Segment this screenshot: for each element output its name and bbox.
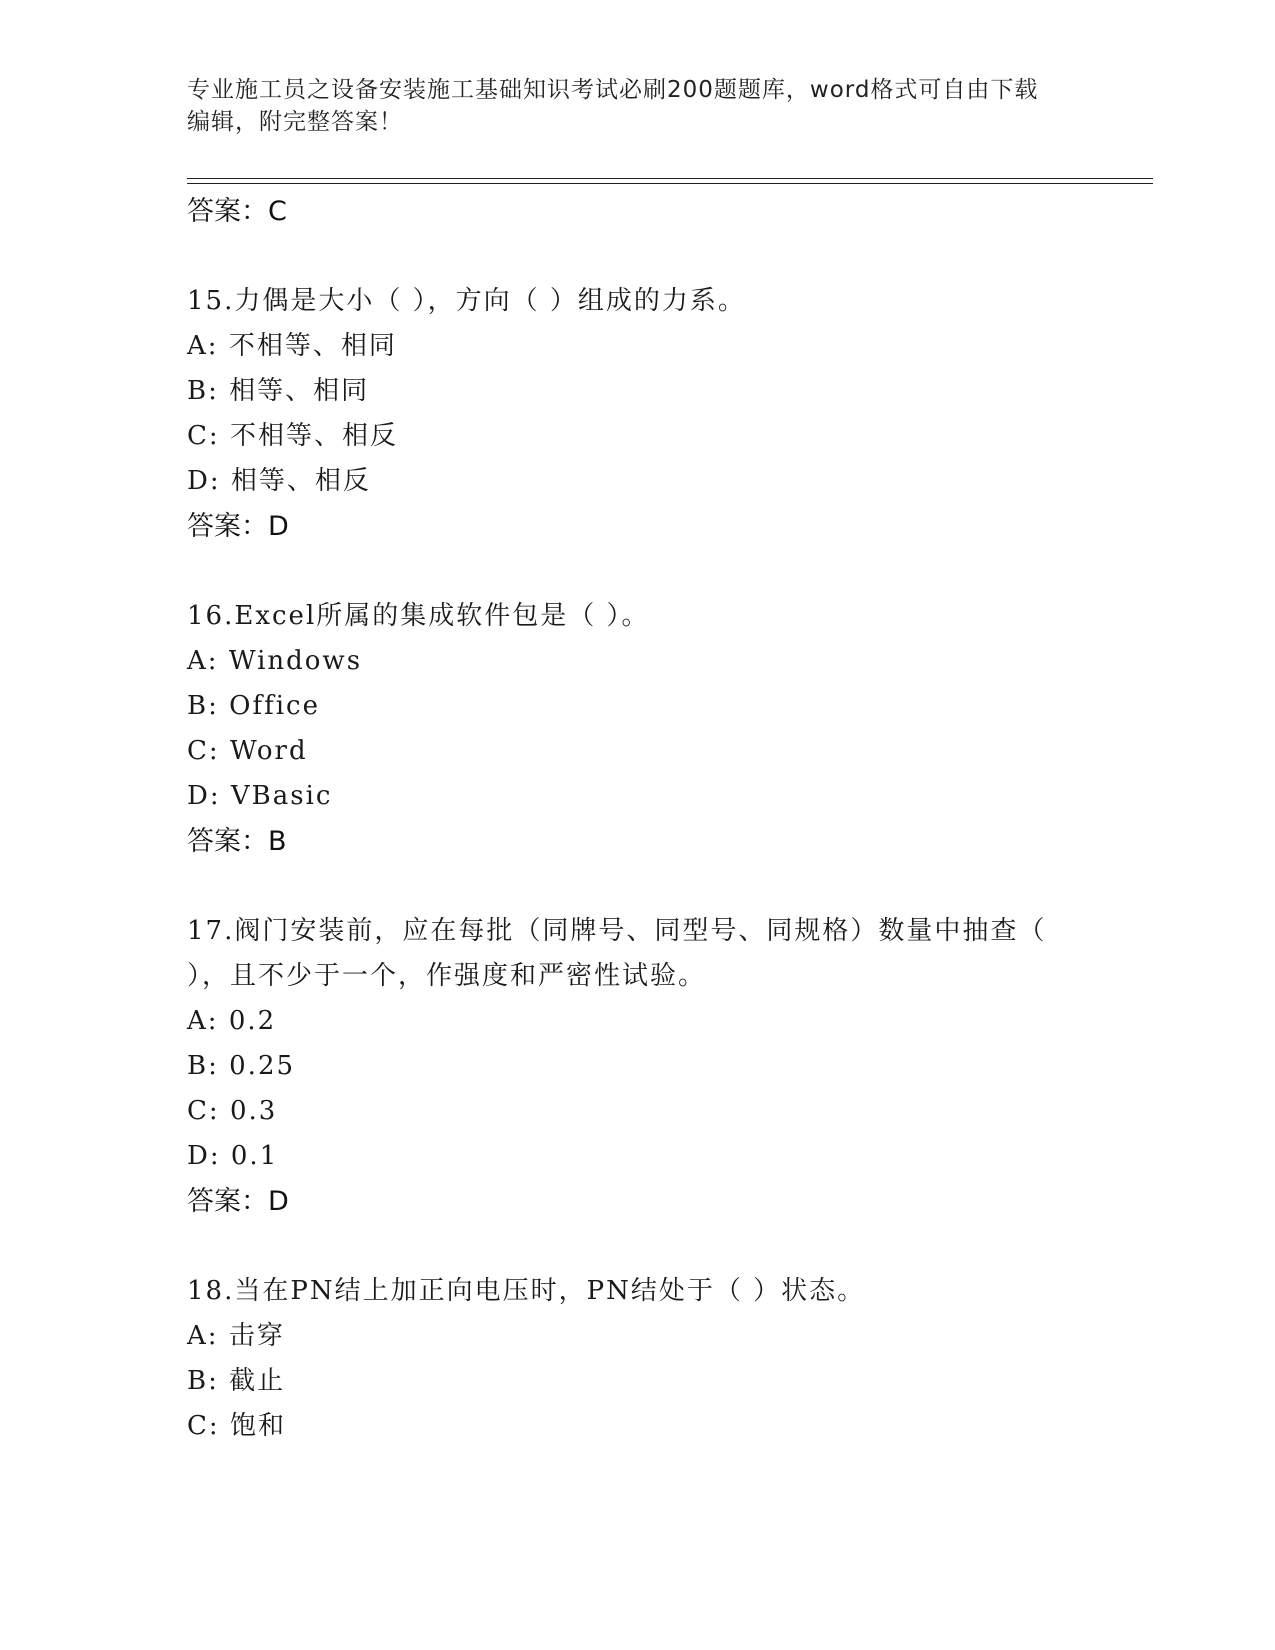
option-text: 0.25 [229,1051,296,1081]
option-text: Word [229,736,308,766]
answer-line: 答案：C [187,196,287,227]
header-line-2: 编辑，附完整答案！ [187,109,403,135]
question-text: 15.力偶是大小（ ），方向（ ）组成的力系。 [187,286,746,316]
option-b: B: 截止 [187,1366,286,1396]
option-text: 相等、相同 [229,376,370,406]
spacer [187,1225,1087,1269]
question-block [187,279,1087,550]
answer-line: 答案：D [187,1186,289,1217]
option-key: D [187,781,210,811]
option-text: 0.2 [228,1006,277,1036]
option-key: D [187,466,210,496]
option-key: A [187,646,208,676]
spacer [187,550,1087,594]
option-text: 相等、相反 [230,466,371,496]
option-text: 截止 [229,1366,286,1396]
option-text: 0.1 [230,1141,279,1171]
option-text: Office [229,691,320,721]
question-block [187,594,1087,865]
question-text-line-1: 17.阀门安装前，应在每批（同牌号、同型号、同规格）数量中抽查（ [187,916,1047,946]
option-key: B [187,376,209,406]
option-c: C: 不相等、相反 [187,421,398,451]
question-text: 18.当在PN结上加正向电压时，PN结处于（ ）状态。 [187,1276,866,1306]
answer-line: 答案：B [187,826,287,857]
option-key: C [187,1096,209,1126]
option-key: C [187,1411,209,1441]
option-key: B [187,1366,209,1396]
spacer [187,865,1087,909]
option-d: D: VBasic [187,781,333,811]
option-text: Windows [228,646,363,676]
header-rule-top [187,178,1153,179]
option-key: C [187,421,209,451]
header-line-1: 专业施工员之设备安装施工基础知识考试必刷200题题库，word格式可自由下载 [187,77,1039,103]
spacer [187,235,1087,279]
option-a: A: 0.2 [187,1006,277,1036]
option-key: D [187,1141,210,1171]
question-list [187,189,1087,1449]
option-a: A: Windows [187,646,363,676]
option-text: 不相等、相同 [228,331,397,361]
question-block [187,1269,1087,1449]
option-key: C [187,736,209,766]
option-a: A: 击穿 [187,1321,285,1351]
question-text: 16.Excel所属的集成软件包是（ ）。 [187,601,650,631]
option-d: D: 相等、相反 [187,466,371,496]
option-text: 0.3 [229,1096,278,1126]
option-a: A: 不相等、相同 [187,331,397,361]
option-key: B [187,691,209,721]
option-key: A [187,331,208,361]
option-key: B [187,1051,209,1081]
answer-line: 答案：D [187,511,289,542]
option-text: 击穿 [228,1321,285,1351]
question-block [187,909,1087,1225]
option-text: 饱和 [229,1411,286,1441]
option-b: B: 相等、相同 [187,376,370,406]
question-text-line-2: ），且不少于一个，作强度和严密性试验。 [187,961,707,991]
option-key: A [187,1006,208,1036]
document-header [187,74,1067,138]
option-key: A [187,1321,208,1351]
option-c: C: 0.3 [187,1096,278,1126]
option-b: B: Office [187,691,320,721]
option-d: D: 0.1 [187,1141,279,1171]
header-rule-bottom [187,183,1153,184]
option-b: B: 0.25 [187,1051,296,1081]
option-text: VBasic [230,781,333,811]
option-c: C: Word [187,736,308,766]
option-c: C: 饱和 [187,1411,286,1441]
option-text: 不相等、相反 [229,421,398,451]
